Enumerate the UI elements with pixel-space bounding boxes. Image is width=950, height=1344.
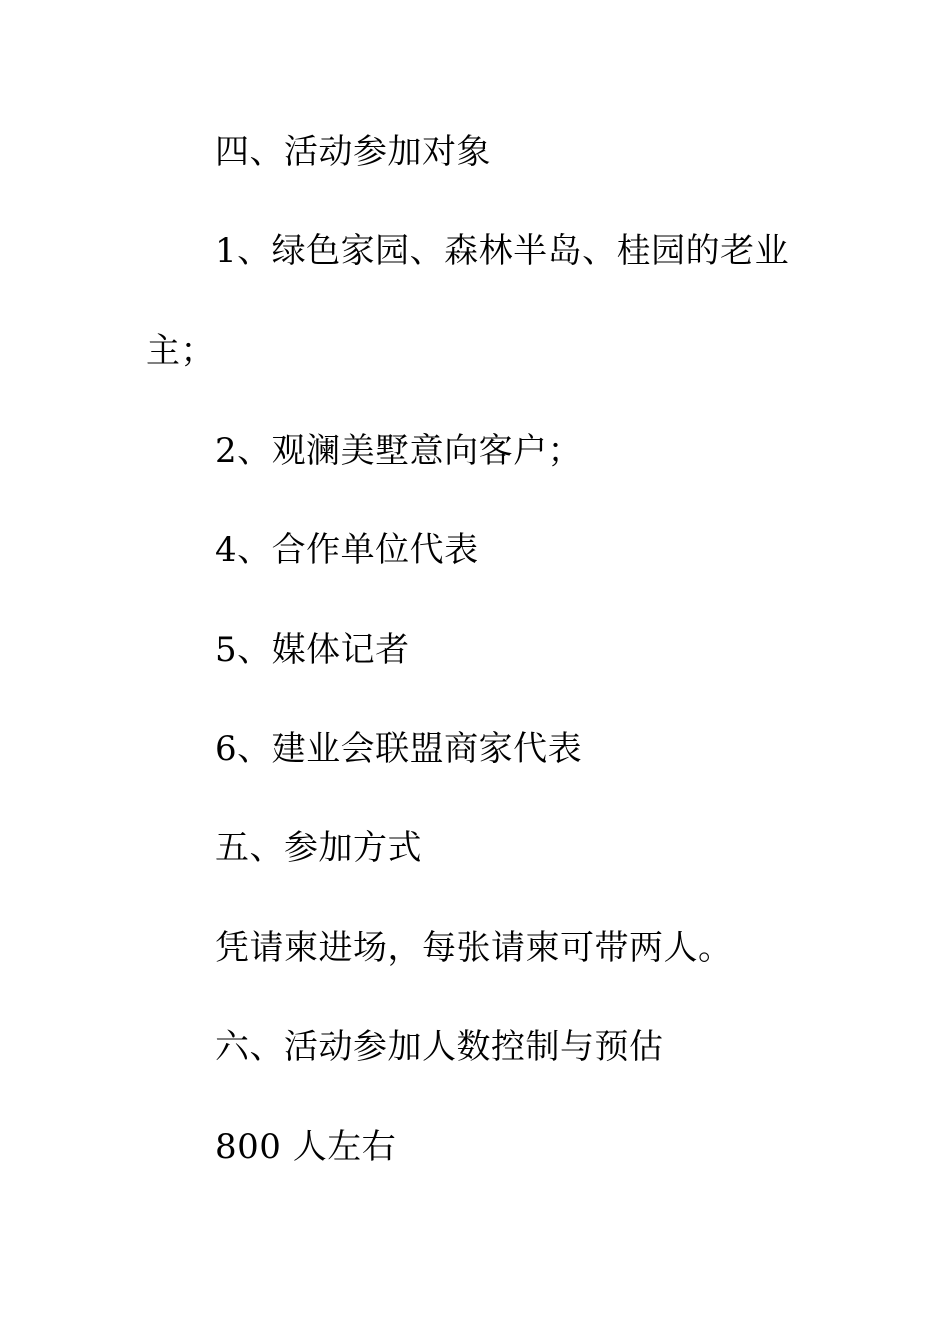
list-item-media-reporters: 5、媒体记者 <box>215 630 410 670</box>
list-item-alliance-merchants: 6、建业会联盟商家代表 <box>215 729 583 769</box>
list-item-owners-continued: 主； <box>146 331 215 371</box>
list-item-owners: 1、绿色家园、森林半岛、桂园的老业 <box>215 231 790 271</box>
list-item-partner-representatives: 4、合作单位代表 <box>215 530 479 570</box>
section-heading-participation-method: 五、参加方式 <box>215 828 422 868</box>
paragraph-attendance-count: 800 人左右 <box>215 1127 397 1167</box>
section-heading-participants: 四、活动参加对象 <box>215 132 491 172</box>
paragraph-invitation-entry: 凭请柬进场，每张请柬可带两人。 <box>215 928 733 968</box>
section-heading-attendance-estimate: 六、活动参加人数控制与预估 <box>215 1027 664 1067</box>
list-item-prospective-clients: 2、观澜美墅意向客户； <box>215 431 583 471</box>
